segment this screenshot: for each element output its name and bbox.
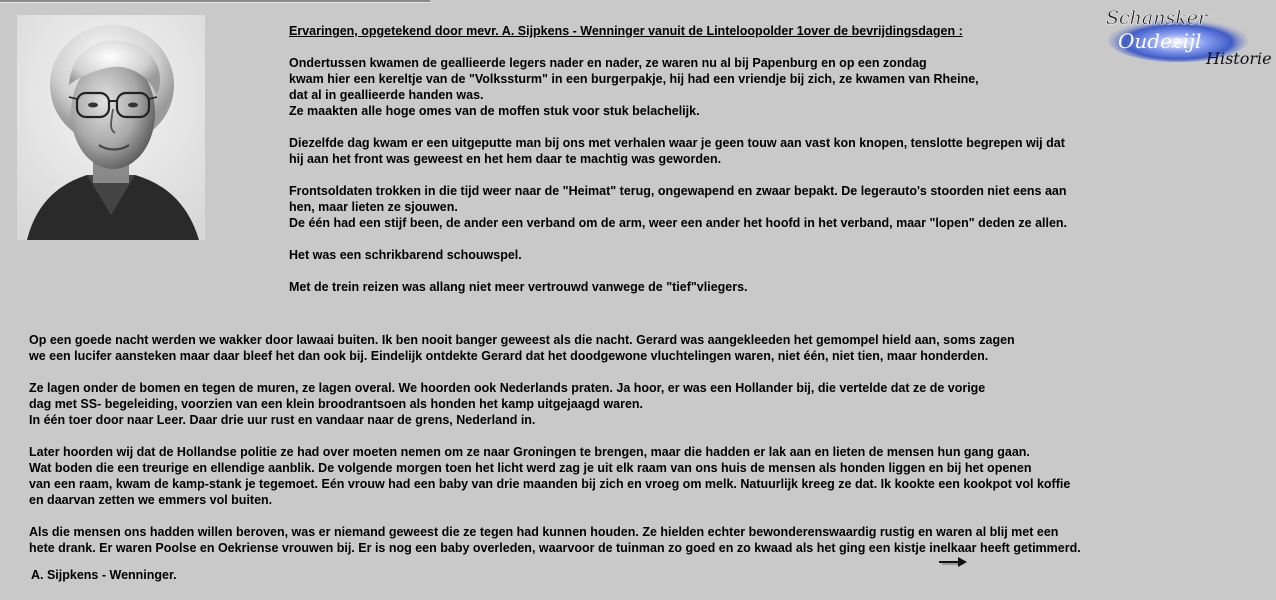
logo-line-1: Schansker [1106, 7, 1208, 29]
top-text-block [289, 23, 1249, 311]
logo-line-3: Historie [1206, 49, 1272, 68]
article-heading: Ervaringen, opgetekend door mevr. A. Sijpkens - Wenninger vanuit de Linteloopolder 1over de bevrijdingsdagen : [289, 24, 963, 38]
top-paragraph-2: Diezelfde dag kwam er een uitgeputte man bij ons met verhalen waar je geen touw aan vast kon knopen, tenslotte begrepen wij dat hij aan het front was geweest en het hem daar te machtig was geworden. [289, 136, 1065, 166]
logo-line-2: Oudezijl [1118, 29, 1202, 53]
bottom-text-block [29, 332, 1274, 572]
bottom-paragraph-2: Ze lagen onder de bomen en tegen de muren, ze lagen overal. We hoorden ook Nederlands praten. Ja hoor, er was een Hollander bij, die vertelde dat ze de vorige dag met SS- begeleiding, voorzien van een klein broodrantsoen als honden het kamp uitgejaagd waren. In één toer door naar Leer. Daar drie uur rust en vandaar naar de grens, Nederland in. [29, 381, 986, 427]
top-paragraph-4: Het was een schrikbarend schouwspel. [289, 248, 522, 262]
top-paragraph-5: Met de trein reizen was allang niet meer vertrouwd vanwege de "tief"vliegers. [289, 280, 748, 294]
top-paragraph-3: Frontsoldaten trokken in die tijd weer naar de "Heimat" terug, ongewapend en zwaar bepakt. De legerauto's stoorden niet eens aan hen, maar lieten ze sjouwen. De één had een stijf been, de ander een verband om de arm, weer een ander het hoofd in het verband, maar "lopen" deden ze allen. [289, 184, 1068, 230]
top-paragraph-1: Ondertussen kwamen de geallieerde legers nader en nader, ze waren nu al bij Papenburg en op een zondag kwam hier een kereltje van de "Volkssturm" in een burgerpakje, hij had een vriendje bij zich, ze kwamen van Rheine, dat al in geallieerde handen was. Ze maakten alle hoge omes van de moffen stuk voor stuk belachelijk. [289, 56, 979, 118]
bottom-paragraph-3: Later hoorden wij dat de Hollandse politie ze had over moeten nemen om ze naar Groningen te brengen, maar die hadden er lak aan en lieten de mensen hun gang gaan. Wat boden die een treurige en ellendige aanblik. De volgende morgen toen het licht werd zag je uit elk raam van ons huis de mensen als honden liggen en bij het openen van een raam, kwam de kamp-stank je tegemoet. Eén vrouw had een baby van drie maanden bij zich en vroeg om melk. Natuurlijk kreeg ze dat. Ik kookte een kookpot vol koffie en daarvan zetten we emmers vol buiten. [29, 445, 1071, 507]
portrait-photo [17, 15, 205, 240]
signature: A. Sijpkens - Wenninger. [31, 568, 177, 582]
next-page-arrow-icon[interactable] [938, 555, 968, 569]
bottom-paragraph-1: Op een goede nacht werden we wakker door lawaai buiten. Ik ben nooit banger geweest als die nacht. Gerard was aangekleeden het gemompel hield aan, soms zagen we een lucifer aansteken maar daar bleef het dan ook bij. Eindelijk ontdekte Gerard dat het doodgewone vluchtelingen waren, niet één, niet tien, maar honderden. [29, 333, 1015, 363]
bottom-paragraph-4: Als die mensen ons hadden willen beroven, was er niemand geweest die ze tegen had kunnen houden. Ze hielden echter bewonderenswaardig rustig en waren al blij met een hete drank. Er waren Poolse en Oekriense vrouwen bij. Er is nog een baby overleden, waarvoor de tuinman zo goed en zo kwaad als het ging een kistje inelkaar heeft getimmerd. [29, 525, 1081, 555]
top-divider [0, 0, 430, 3]
